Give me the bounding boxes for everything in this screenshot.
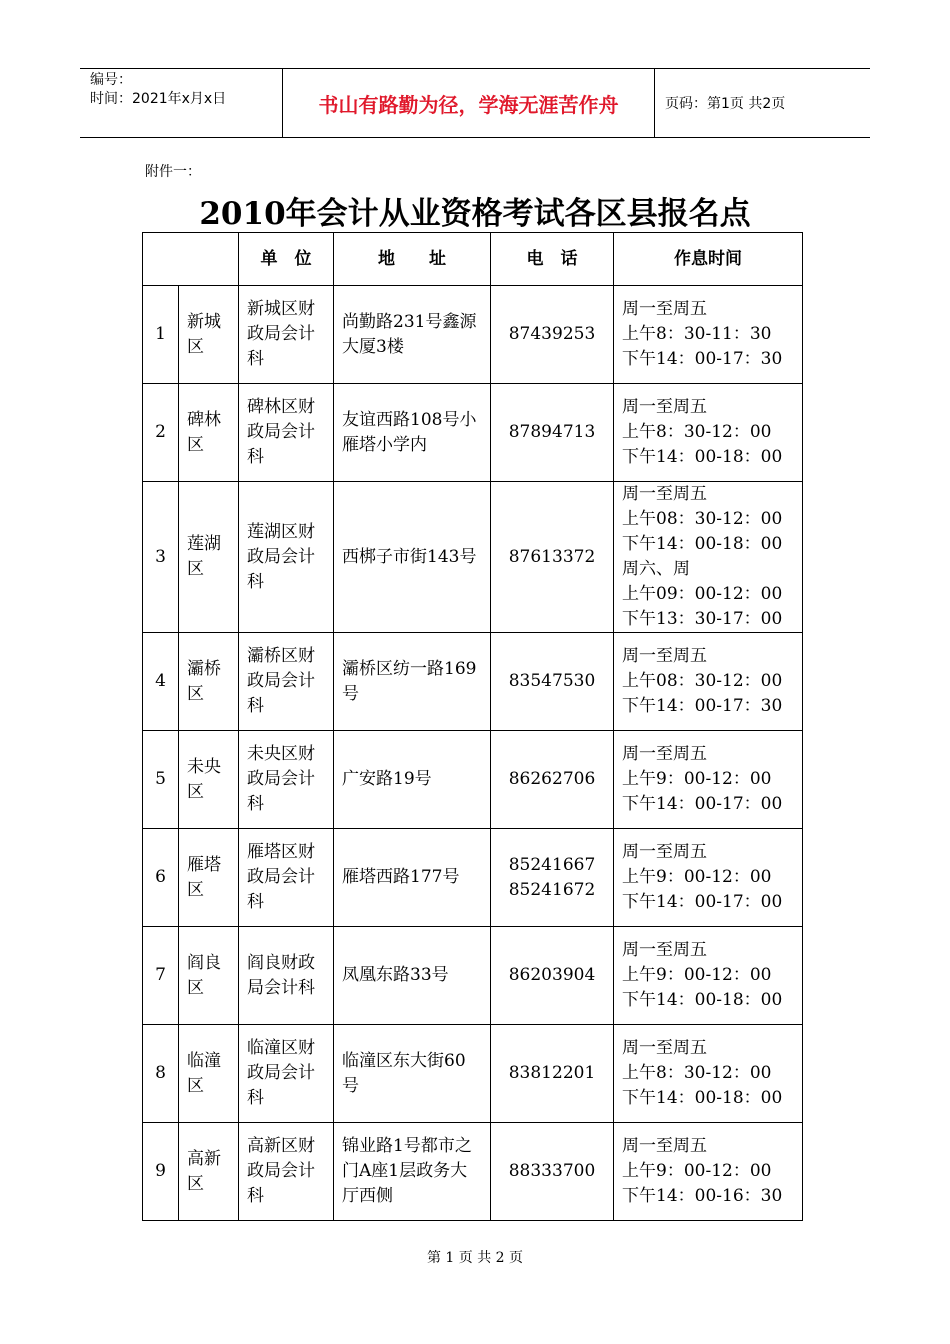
hours-cell — [614, 482, 803, 633]
unit-cell: 莲湖区财政局会计科 — [239, 482, 334, 633]
phone-number: 87894713 — [508, 422, 596, 442]
header-motto: 书山有路勤为径，学海无涯苦作舟 — [283, 69, 655, 137]
table-row — [143, 384, 803, 482]
header-hours: 作息时间 — [614, 233, 803, 286]
phone-number: 83812201 — [508, 1063, 596, 1083]
table-row — [143, 286, 803, 384]
hours-line: 下午14：00-18：00 — [622, 534, 783, 554]
address-cell: 锦业路1号都市之门A座1层政务大厅西侧 — [334, 1123, 491, 1221]
row-number: 2 — [143, 384, 179, 482]
phone-cell — [491, 927, 614, 1025]
hours-line: 上午08：30-12：00 — [622, 509, 783, 529]
phone-cell — [491, 384, 614, 482]
row-number: 5 — [143, 731, 179, 829]
hours-line: 周一至周五 — [622, 397, 707, 417]
unit-cell: 灞桥区财政局会计科 — [239, 633, 334, 731]
district-cell: 莲湖区 — [179, 482, 239, 633]
hours-line: 下午13：30-17：00 — [622, 609, 783, 629]
hours-cell — [614, 731, 803, 829]
phone-cell — [491, 829, 614, 927]
address-cell: 雁塔西路177号 — [334, 829, 491, 927]
phone-cell — [491, 1025, 614, 1123]
hours-line: 上午8：30-12：00 — [622, 1063, 772, 1083]
phone-number: 86203904 — [508, 965, 596, 985]
row-number: 7 — [143, 927, 179, 1025]
phone-number: 85241672 — [508, 879, 596, 900]
phone-cell — [491, 1123, 614, 1221]
district-cell: 未央区 — [179, 731, 239, 829]
address-cell: 临潼区东大街60号 — [334, 1025, 491, 1123]
hours-line: 周一至周五 — [622, 1038, 707, 1058]
unit-cell: 新城区财政局会计科 — [239, 286, 334, 384]
district-cell: 阎良区 — [179, 927, 239, 1025]
serial-label: 编号： — [90, 72, 132, 88]
unit-cell: 高新区财政局会计科 — [239, 1123, 334, 1221]
hours-line: 下午14：00-16：30 — [622, 1186, 783, 1206]
hours-line: 上午9：00-12：00 — [622, 867, 772, 887]
table-header-row — [143, 233, 803, 286]
phone-cell — [491, 731, 614, 829]
unit-cell: 雁塔区财政局会计科 — [239, 829, 334, 927]
district-cell: 高新区 — [179, 1123, 239, 1221]
phone-number: 85241667 — [508, 854, 596, 875]
table-row — [143, 482, 803, 633]
page-title: 2010年会计从业资格考试各区县报名点 — [199, 196, 751, 232]
hours-line: 上午8：30-11：30 — [622, 324, 772, 344]
hours-line: 周一至周五 — [622, 744, 707, 764]
attachment-label: 附件一： — [145, 164, 201, 180]
table-body — [143, 286, 803, 1221]
header-unit: 单 位 — [239, 233, 334, 286]
address-cell: 凤凰东路33号 — [334, 927, 491, 1025]
hours-line: 周一至周五 — [622, 484, 707, 504]
hours-cell — [614, 633, 803, 731]
table-row — [143, 731, 803, 829]
time-label: 时间：2021年x月x日 — [90, 91, 227, 107]
hours-cell — [614, 1025, 803, 1123]
phone-cell — [491, 482, 614, 633]
row-number: 1 — [143, 286, 179, 384]
phone-cell — [491, 286, 614, 384]
hours-line: 下午14：00-17：30 — [622, 349, 783, 369]
header-phone: 电 话 — [491, 233, 614, 286]
row-number: 6 — [143, 829, 179, 927]
address-cell: 西梆子市街143号 — [334, 482, 491, 633]
hours-line: 下午14：00-17：30 — [622, 696, 783, 716]
hours-line: 周一至周五 — [622, 299, 707, 319]
district-cell: 灞桥区 — [179, 633, 239, 731]
hours-line: 周一至周五 — [622, 940, 707, 960]
phone-cell — [491, 633, 614, 731]
hours-line: 上午9：00-12：00 — [622, 769, 772, 789]
registration-table — [142, 232, 803, 1221]
hours-line: 下午14：00-18：00 — [622, 447, 783, 467]
row-number: 8 — [143, 1025, 179, 1123]
row-number: 4 — [143, 633, 179, 731]
address-cell: 友谊西路108号小雁塔小学内 — [334, 384, 491, 482]
hours-line: 下午14：00-17：00 — [622, 892, 783, 912]
hours-line: 上午08：30-12：00 — [622, 671, 783, 691]
table-row — [143, 829, 803, 927]
hours-line: 下午14：00-17：00 — [622, 794, 783, 814]
hours-line: 下午14：00-18：00 — [622, 1088, 783, 1108]
hours-cell — [614, 286, 803, 384]
unit-cell: 阎良财政局会计科 — [239, 927, 334, 1025]
hours-line: 周一至周五 — [622, 842, 707, 862]
district-cell: 临潼区 — [179, 1025, 239, 1123]
hours-line: 下午14：00-18：00 — [622, 990, 783, 1010]
hours-line: 上午9：00-12：00 — [622, 965, 772, 985]
header-meta — [80, 69, 283, 137]
table-row — [143, 1123, 803, 1221]
phone-number: 83547530 — [508, 671, 596, 691]
header-page-label: 页码：第1页 共2页 — [665, 96, 786, 112]
hours-line: 周一至周五 — [622, 646, 707, 666]
hours-cell — [614, 829, 803, 927]
unit-cell: 未央区财政局会计科 — [239, 731, 334, 829]
address-cell: 灞桥区纺一路169号 — [334, 633, 491, 731]
district-cell: 碑林区 — [179, 384, 239, 482]
hours-cell — [614, 1123, 803, 1221]
address-cell: 广安路19号 — [334, 731, 491, 829]
hours-line: 上午8：30-12：00 — [622, 422, 772, 442]
unit-cell: 碑林区财政局会计科 — [239, 384, 334, 482]
table-row — [143, 1025, 803, 1123]
table-row — [143, 927, 803, 1025]
phone-number: 86262706 — [508, 769, 596, 789]
header-blank — [143, 233, 239, 286]
page-footer: 第 1 页 共 2 页 — [426, 1250, 524, 1266]
document-header — [80, 68, 870, 138]
row-number: 3 — [143, 482, 179, 633]
district-cell: 雁塔区 — [179, 829, 239, 927]
phone-number: 87439253 — [508, 324, 596, 344]
hours-line: 上午09：00-12：00 — [622, 584, 783, 604]
phone-number: 87613372 — [508, 546, 596, 567]
unit-cell: 临潼区财政局会计科 — [239, 1025, 334, 1123]
row-number: 9 — [143, 1123, 179, 1221]
hours-cell — [614, 927, 803, 1025]
table-row — [143, 633, 803, 731]
address-cell: 尚勤路231号鑫源大厦3楼 — [334, 286, 491, 384]
hours-cell — [614, 384, 803, 482]
hours-line: 周一至周五 — [622, 1136, 707, 1156]
hours-line: 周六、周 — [622, 559, 690, 579]
phone-number: 88333700 — [508, 1161, 596, 1181]
header-address: 地 址 — [334, 233, 491, 286]
hours-line: 上午9：00-12：00 — [622, 1161, 772, 1181]
district-cell: 新城区 — [179, 286, 239, 384]
